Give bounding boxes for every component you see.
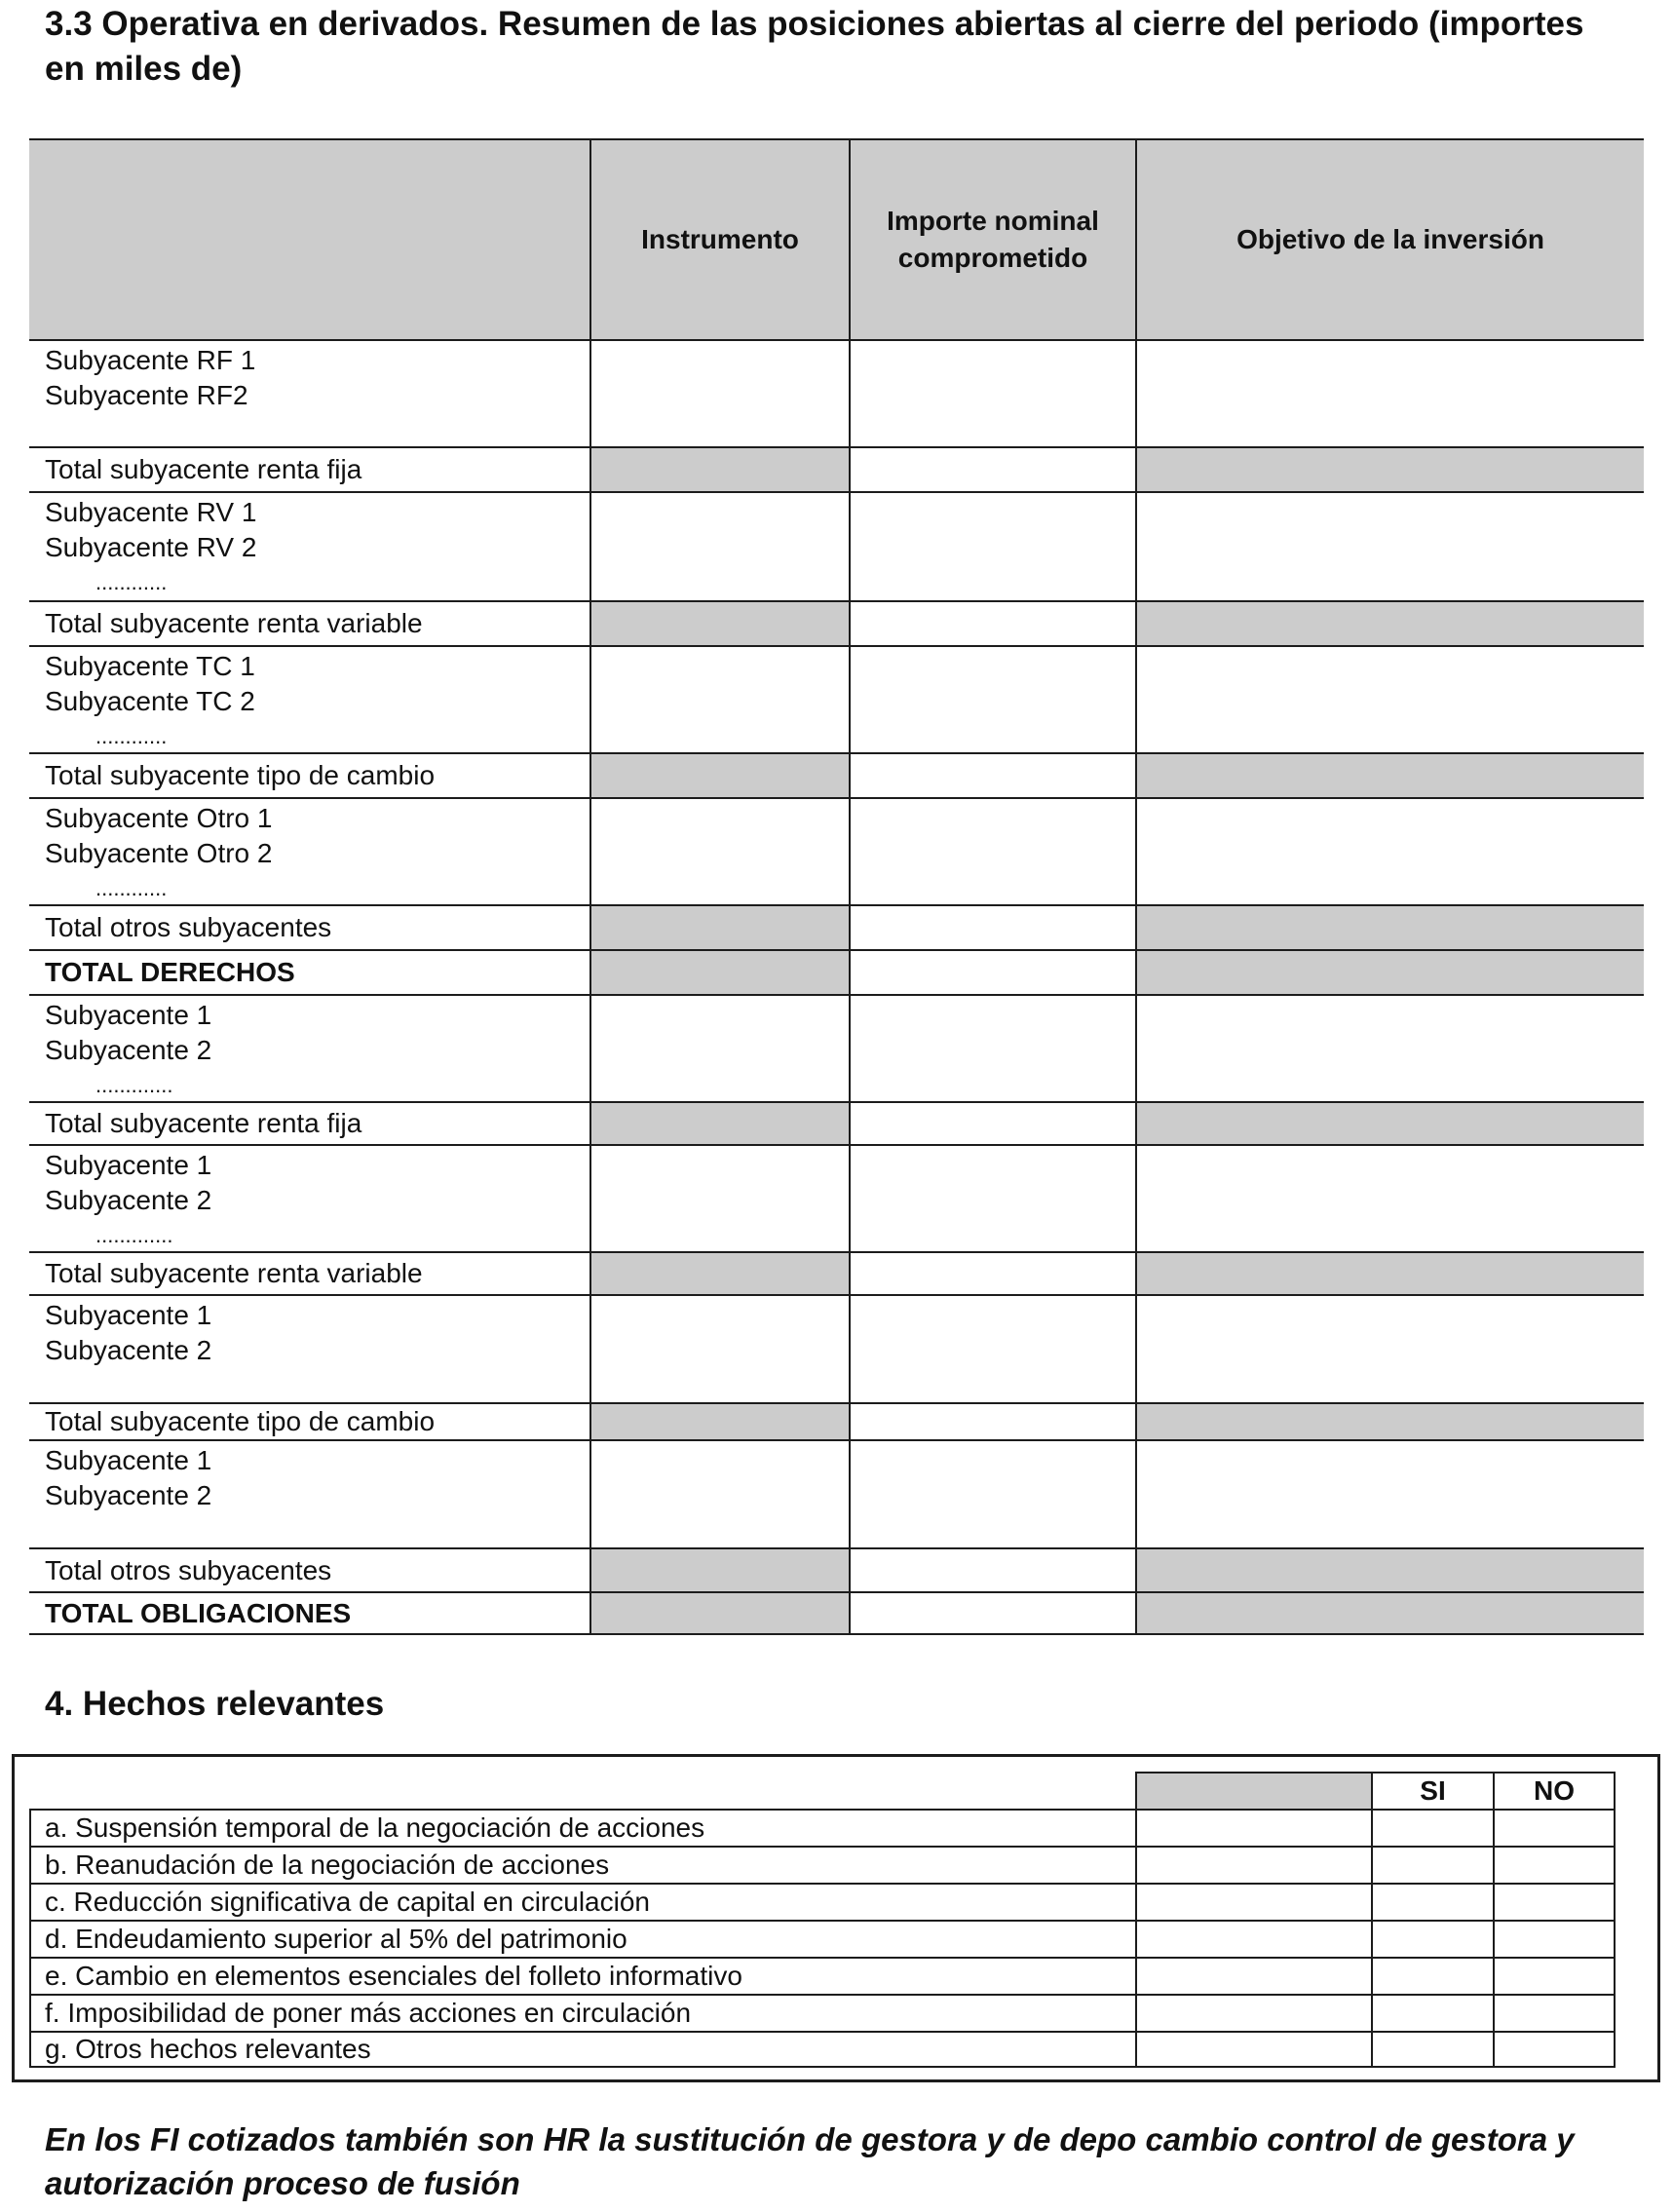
importe-nominal-cell — [849, 1547, 1135, 1591]
hecho-blank-cell — [1135, 1846, 1371, 1883]
underlying-line: Subyacente RF 1 — [45, 345, 256, 375]
underlying-group-label — [29, 994, 589, 1101]
instrumento-cell — [589, 994, 849, 1101]
objetivo-cell-shaded — [1135, 1591, 1644, 1635]
hecho-blank-cell — [1135, 2031, 1371, 2068]
ellipsis-line: ............. — [95, 1223, 173, 1247]
hechos-header-shaded — [1135, 1772, 1371, 1809]
objetivo-cell — [1135, 645, 1644, 752]
total-label: Total subyacente renta fija — [29, 1101, 589, 1144]
objetivo-cell — [1135, 797, 1644, 904]
total-label: Total subyacente tipo de cambio — [29, 1402, 589, 1439]
hecho-blank-cell — [1135, 1957, 1371, 1994]
hecho-blank-cell — [1135, 1994, 1371, 2031]
underlying-group-label — [29, 339, 589, 446]
importe-nominal-cell — [849, 1251, 1135, 1294]
underlying-group-label — [29, 1439, 589, 1547]
underlying-line: Subyacente RV 1 — [45, 497, 257, 527]
underlying-line: Subyacente 1 — [45, 1000, 212, 1030]
footer-note: En los FI cotizados también son HR la sustitución de gestora y de depo cambio control de gestora y autorización proceso de fusión — [45, 2121, 1575, 2201]
instrumento-cell — [589, 1144, 849, 1251]
objetivo-cell-shaded — [1135, 1547, 1644, 1591]
underlying-line: Subyacente Otro 1 — [45, 803, 273, 833]
total-label: Total subyacente tipo de cambio — [29, 752, 589, 797]
total-label: Total subyacente renta variable — [29, 600, 589, 645]
objetivo-cell — [1135, 1144, 1644, 1251]
importe-nominal-cell — [849, 1591, 1135, 1635]
underlying-line: Subyacente TC 1 — [45, 651, 255, 681]
instrumento-cell-shaded — [589, 446, 849, 491]
hecho-si-cell — [1371, 1957, 1493, 1994]
derivatives-positions-table — [29, 138, 1644, 1635]
ellipsis-line: ............ — [95, 724, 168, 748]
hecho-blank-cell — [1135, 1883, 1371, 1920]
hecho-item-label: g. Otros hechos relevantes — [29, 2031, 1135, 2068]
importe-nominal-cell — [849, 797, 1135, 904]
objetivo-cell-shaded — [1135, 1101, 1644, 1144]
column-header-instrumento-cell — [589, 138, 849, 339]
underlying-line: Subyacente Otro 2 — [45, 838, 273, 868]
importe-nominal-cell — [849, 339, 1135, 446]
underlying-line: Subyacente 2 — [45, 1335, 212, 1365]
hecho-item-label: a. Suspensión temporal de la negociación de acciones — [29, 1809, 1135, 1846]
instrumento-cell — [589, 645, 849, 752]
ellipsis-line: ............ — [95, 876, 168, 900]
importe-nominal-cell — [849, 491, 1135, 600]
importe-nominal-cell — [849, 1144, 1135, 1251]
hecho-no-cell — [1493, 1809, 1616, 1846]
hechos-header-spacer — [29, 1772, 1135, 1809]
underlying-group-label — [29, 797, 589, 904]
column-header-objetivo: Objetivo de la inversión — [1236, 224, 1544, 254]
objetivo-cell-shaded — [1135, 1402, 1644, 1439]
importe-nominal-cell — [849, 752, 1135, 797]
instrumento-cell-shaded — [589, 752, 849, 797]
importe-nominal-cell — [849, 949, 1135, 994]
objetivo-cell-shaded — [1135, 949, 1644, 994]
hecho-si-cell — [1371, 1994, 1493, 2031]
total-derechos-label: TOTAL DERECHOS — [29, 949, 589, 994]
instrumento-cell — [589, 1294, 849, 1402]
instrumento-cell — [589, 797, 849, 904]
hecho-item-label: f. Imposibilidad de poner más acciones en circulación — [29, 1994, 1135, 2031]
objetivo-cell-shaded — [1135, 904, 1644, 949]
objetivo-cell-shaded — [1135, 600, 1644, 645]
column-header-objetivo-cell — [1135, 138, 1644, 339]
header-blank-cell — [29, 138, 589, 339]
si-column-header: SI — [1371, 1772, 1493, 1809]
hecho-no-cell — [1493, 1920, 1616, 1957]
objetivo-cell-shaded — [1135, 1251, 1644, 1294]
instrumento-cell — [589, 1439, 849, 1547]
hechos-relevantes-table — [29, 1772, 1616, 2068]
ellipsis-line: ............. — [95, 1073, 173, 1097]
importe-nominal-cell — [849, 1294, 1135, 1402]
hecho-blank-cell — [1135, 1809, 1371, 1846]
total-label: Total otros subyacentes — [29, 1547, 589, 1591]
underlying-group-label — [29, 1144, 589, 1251]
importe-nominal-cell — [849, 1402, 1135, 1439]
column-header-importe-nominal-cell — [849, 138, 1135, 339]
hecho-si-cell — [1371, 1809, 1493, 1846]
objetivo-cell — [1135, 339, 1644, 446]
hecho-si-cell — [1371, 1846, 1493, 1883]
importe-nominal-cell — [849, 904, 1135, 949]
hecho-item-label: d. Endeudamiento superior al 5% del patrimonio — [29, 1920, 1135, 1957]
total-label: Total otros subyacentes — [29, 904, 589, 949]
underlying-line: Subyacente TC 2 — [45, 686, 255, 716]
underlying-line: Subyacente RF2 — [45, 380, 248, 410]
hecho-item-label: c. Reducción significativa de capital en circulación — [29, 1883, 1135, 1920]
underlying-line: Subyacente 1 — [45, 1445, 212, 1475]
objetivo-cell — [1135, 1294, 1644, 1402]
importe-nominal-cell — [849, 994, 1135, 1101]
hechos-relevantes-heading: 4. Hechos relevantes — [45, 1685, 385, 1723]
hecho-no-cell — [1493, 1883, 1616, 1920]
section-title: 3.3 Operativa en derivados. Resumen de las posiciones abiertas al cierre del periodo (importes en miles de) — [45, 5, 1584, 88]
underlying-line: Subyacente 1 — [45, 1300, 212, 1330]
total-label: Total subyacente renta variable — [29, 1251, 589, 1294]
objetivo-cell — [1135, 994, 1644, 1101]
underlying-group-label — [29, 491, 589, 600]
importe-nominal-cell — [849, 1439, 1135, 1547]
hecho-no-cell — [1493, 2031, 1616, 2068]
instrumento-cell-shaded — [589, 1591, 849, 1635]
instrumento-cell — [589, 491, 849, 600]
hecho-no-cell — [1493, 1846, 1616, 1883]
objetivo-cell — [1135, 1439, 1644, 1547]
instrumento-cell-shaded — [589, 600, 849, 645]
hecho-no-cell — [1493, 1957, 1616, 1994]
no-column-header: NO — [1493, 1772, 1616, 1809]
total-label: Total subyacente renta fija — [29, 446, 589, 491]
instrumento-cell-shaded — [589, 1402, 849, 1439]
underlying-line: Subyacente RV 2 — [45, 532, 257, 562]
instrumento-cell-shaded — [589, 1251, 849, 1294]
importe-nominal-cell — [849, 1101, 1135, 1144]
hecho-no-cell — [1493, 1994, 1616, 2031]
underlying-line: Subyacente 2 — [45, 1480, 212, 1510]
hecho-si-cell — [1371, 1920, 1493, 1957]
instrumento-cell-shaded — [589, 949, 849, 994]
objetivo-cell — [1135, 491, 1644, 600]
column-header-importe-nominal: Importe nominal comprometido — [887, 206, 1099, 273]
underlying-line: Subyacente 2 — [45, 1035, 212, 1065]
instrumento-cell-shaded — [589, 904, 849, 949]
column-header-instrumento: Instrumento — [641, 224, 799, 254]
objetivo-cell-shaded — [1135, 752, 1644, 797]
underlying-group-label — [29, 645, 589, 752]
hecho-item-label: b. Reanudación de la negociación de acciones — [29, 1846, 1135, 1883]
hecho-item-label: e. Cambio en elementos esenciales del folleto informativo — [29, 1957, 1135, 1994]
hecho-si-cell — [1371, 2031, 1493, 2068]
instrumento-cell-shaded — [589, 1547, 849, 1591]
instrumento-cell — [589, 339, 849, 446]
underlying-line: Subyacente 2 — [45, 1185, 212, 1215]
underlying-group-label — [29, 1294, 589, 1402]
importe-nominal-cell — [849, 600, 1135, 645]
hecho-si-cell — [1371, 1883, 1493, 1920]
objetivo-cell-shaded — [1135, 446, 1644, 491]
ellipsis-line: ............ — [95, 570, 168, 594]
importe-nominal-cell — [849, 446, 1135, 491]
hecho-blank-cell — [1135, 1920, 1371, 1957]
underlying-line: Subyacente 1 — [45, 1150, 212, 1180]
total-obligaciones-label: TOTAL OBLIGACIONES — [29, 1591, 589, 1635]
importe-nominal-cell — [849, 645, 1135, 752]
instrumento-cell-shaded — [589, 1101, 849, 1144]
